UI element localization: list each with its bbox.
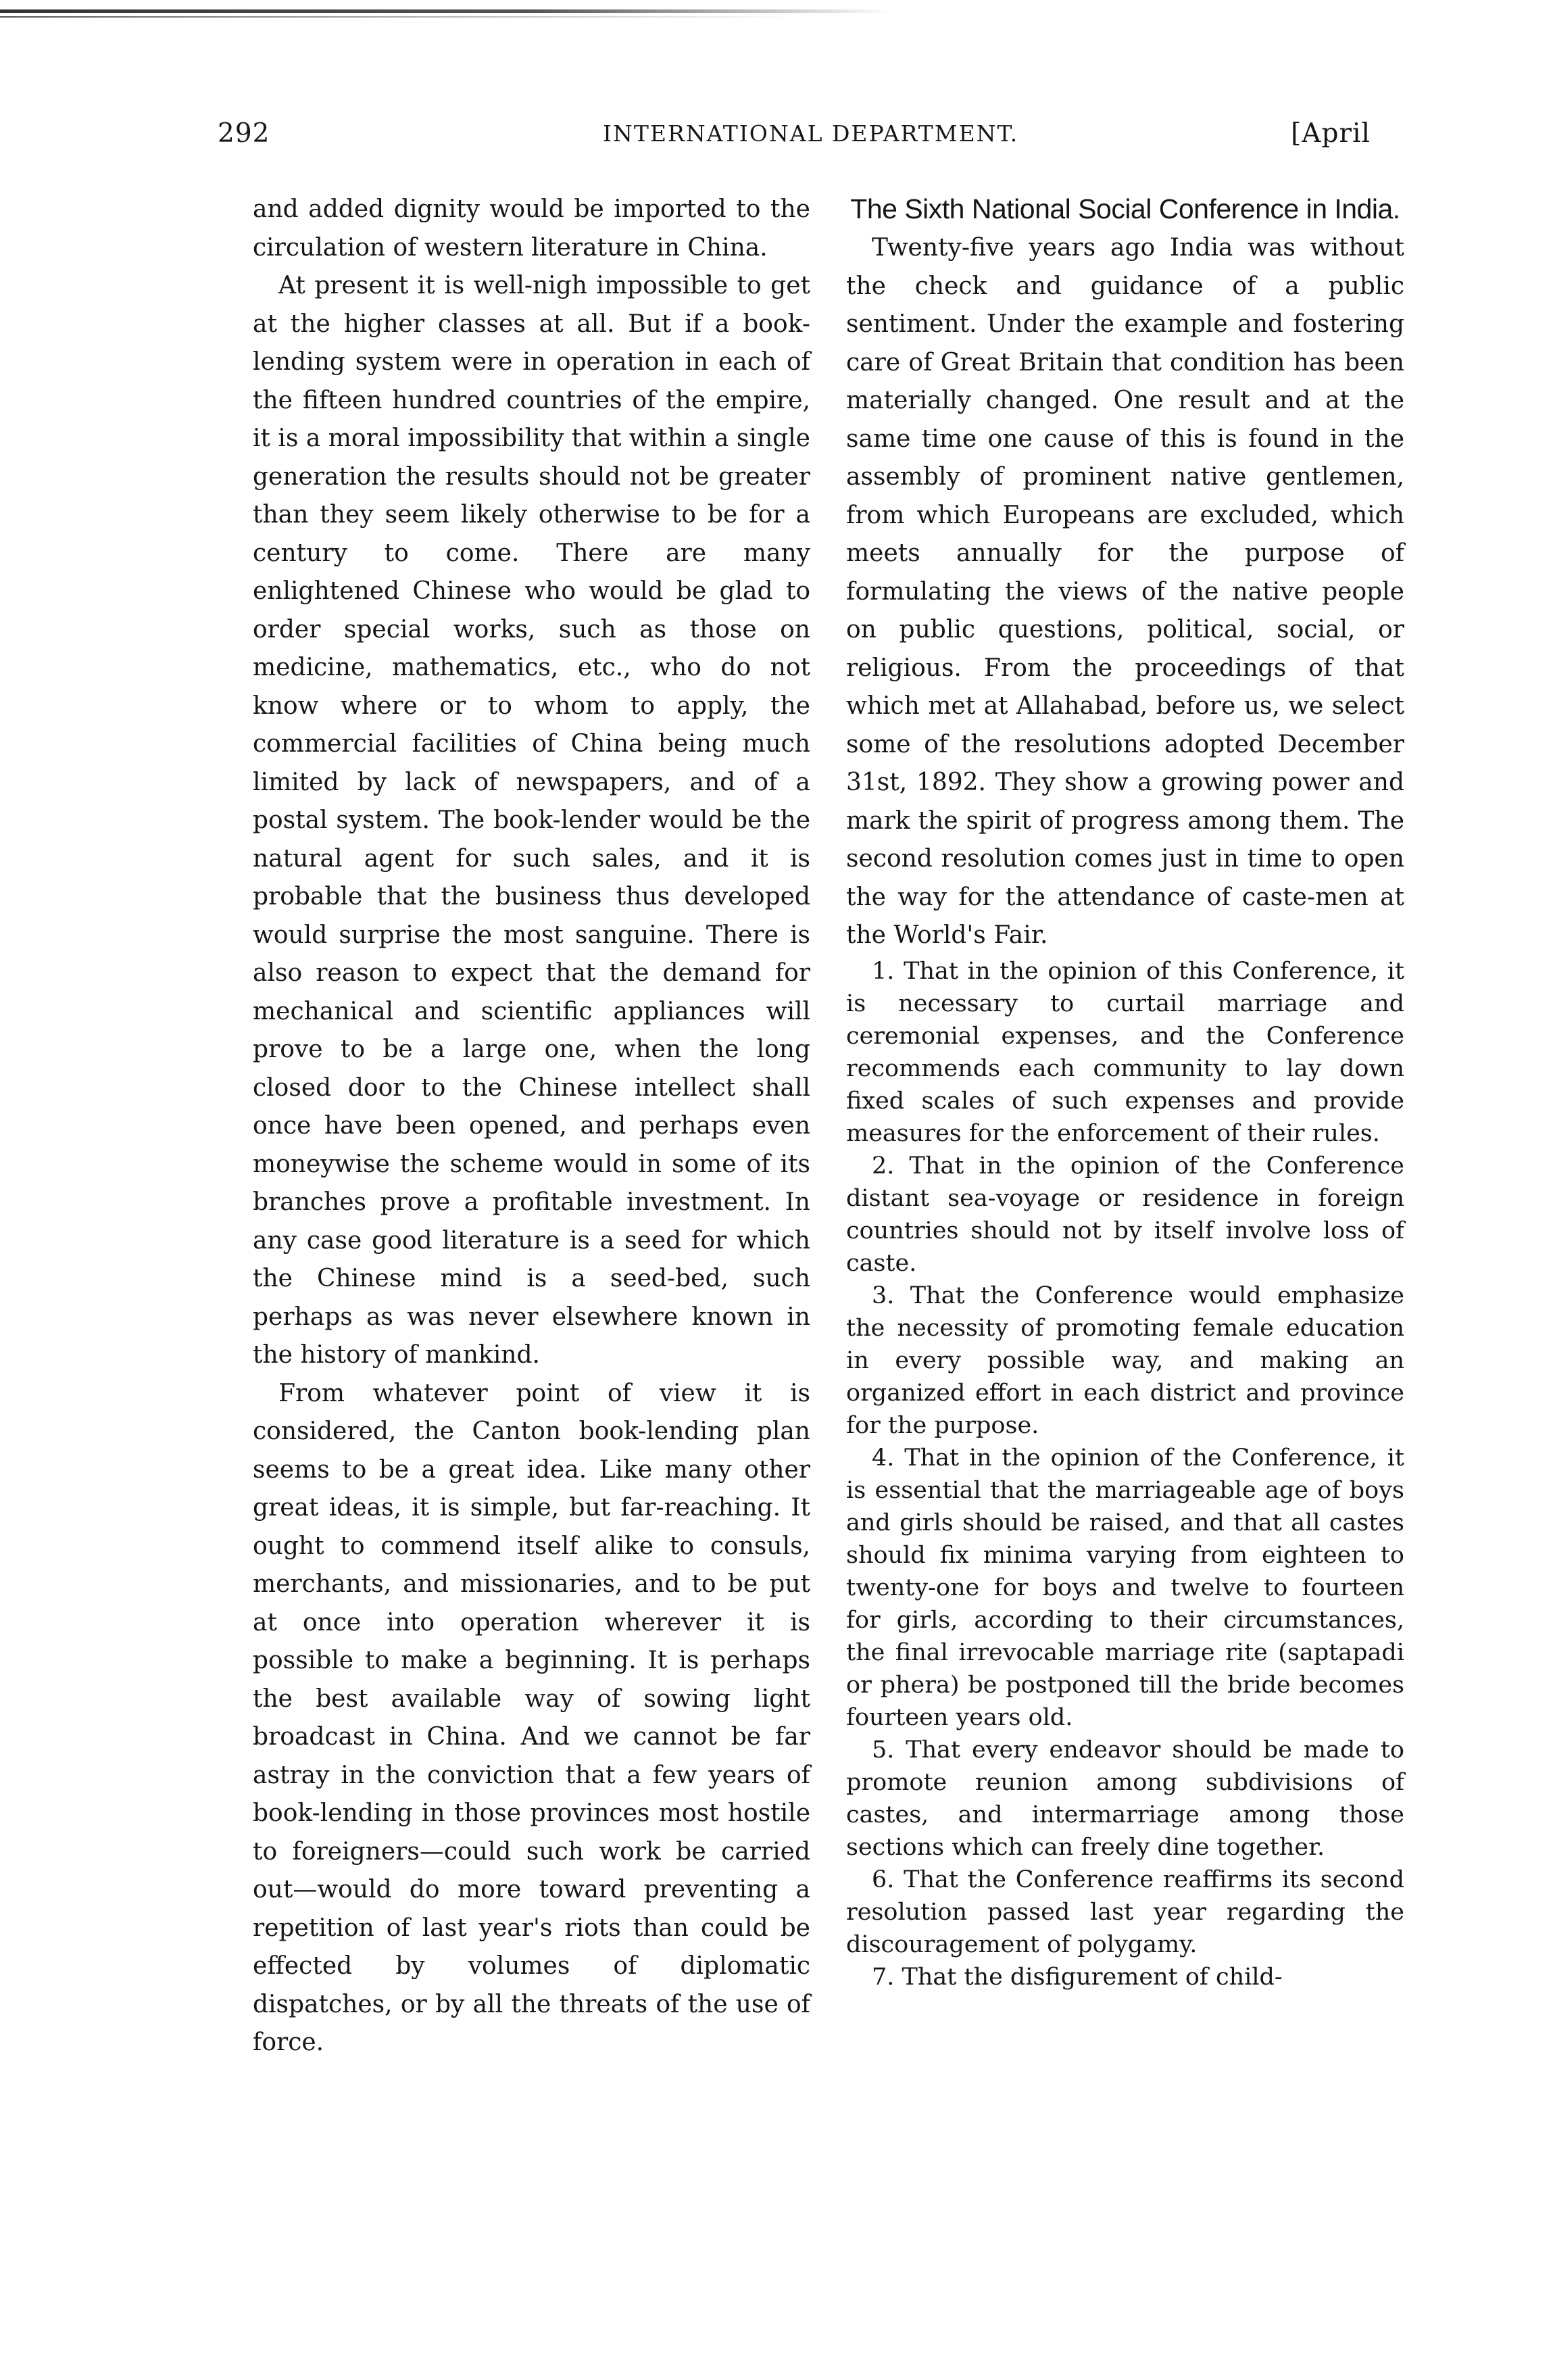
top-rule: [0, 9, 892, 13]
top-rule-thin: [0, 16, 797, 18]
resolution-item: 3. That the Conference would emphasize the necessity of promoting female education in every possible way, and making an organized effort in each district and province for the purpose.: [846, 1282, 1404, 1439]
issue-month: [April: [1291, 118, 1371, 149]
running-title: INTERNATIONAL DEPARTMENT.: [603, 120, 1019, 147]
article-heading: The Sixth National Social Conference in India.: [850, 193, 1400, 224]
resolution-item: 5. That every endeavor should be made to promote reunion among subdivisions of castes, and intermarriage among those sections which can freely dine together.: [846, 1736, 1404, 1861]
right-column: [846, 191, 1404, 1993]
paragraph: At present it is well-nigh impossible to get at the higher classes at all. But if a book-lending system were in operation in each of the fifteen hundred countries of the empire, it is a moral impossibility that within a single generation the results should not be greater than they seem likely otherwise to be for a century to come. There are many enlightened Chinese who would be glad to order special works, such as those on medicine, mathematics, etc., who do not know where or to whom to apply, the commercial facilities of China being much limited by lack of newspapers, and of a postal system. The book-lender would be the natural agent for such sales, and it is probable that the business thus developed would surprise the most sanguine. There is also reason to expect that the demand for mechanical and scientific appliances will prove to be a large one, when the long closed door to the Chinese intellect shall once have been opened, and perhaps even moneywise the scheme would in some of its branches prove a profitable investment. In any case good literature is a seed for which the Chinese mind is a seed-bed, such perhaps as was never elsewhere known in the history of mankind.: [253, 272, 810, 1369]
resolution-item: 2. That in the opinion of the Conference distant sea-voyage or residence in foreign countries should not by itself involve loss of caste.: [846, 1152, 1404, 1277]
page-number: 292: [218, 118, 270, 149]
running-header: [218, 114, 1371, 154]
paragraph: From whatever point of view it is considered, the Canton book-lending plan seems to be a great idea. Like many other great ideas, it is simple, but far-reaching. It ought to commend itself alike to consuls, merchants, and missionaries, and to be put at once into operation wherever it is possible to make a beginning. It is perhaps the best available way of sowing light broadcast in China. And we cannot be far astray in the conviction that a few years of book-lending in those provinces most hostile to foreigners—could such work be carried out—would do more toward preventing a repetition of last year's riots than could be effected by volumes of diplomatic dispatches, or by all the threats of the use of force.: [253, 1379, 810, 2056]
resolution-item: 7. That the disfigurement of child-: [872, 1963, 1283, 1991]
paragraph: and added dignity would be imported to the circulation of western literature in China.: [253, 195, 810, 262]
resolution-item: 1. That in the opinion of this Conference, it is necessary to curtail marriage and ceremonial expenses, and the Conference recommends each community to lay down fixed scales of such expenses and provide measures for the enforcement of their rules.: [846, 957, 1404, 1147]
intro-paragraph: Twenty-five years ago India was without the check and guidance of a public sentiment. Under the example and fostering care of Great Britain that condition has been materially changed. One result and at the same time one cause of this is found in the assembly of prominent native gentlemen, from which Europeans are excluded, which meets annually for the purpose of formulating the views of the native people on public questions, political, social, or religious. From the proceedings of that which met at Allahabad, before us, we select some of the resolutions adopted December 31st, 1892. They show a growing power and mark the spirit of progress among them. The second resolution comes just in time to open the way for the attendance of caste-men at the World's Fair.: [846, 234, 1404, 949]
resolution-item: 4. That in the opinion of the Conference, it is essential that the marriageable age of boys and girls should be raised, and that all castes should fix minima varying from eighteen to twenty-one for boys and twelve to fourteen for girls, according to their circumstances, the final irrevocable marriage rite (saptapadi or phera) be postponed till the bride becomes fourteen years old.: [846, 1444, 1404, 1731]
resolution-item: 6. That the Conference reaffirms its second resolution passed last year regarding the discouragement of polygamy.: [846, 1866, 1404, 1958]
left-column: [253, 191, 810, 2062]
